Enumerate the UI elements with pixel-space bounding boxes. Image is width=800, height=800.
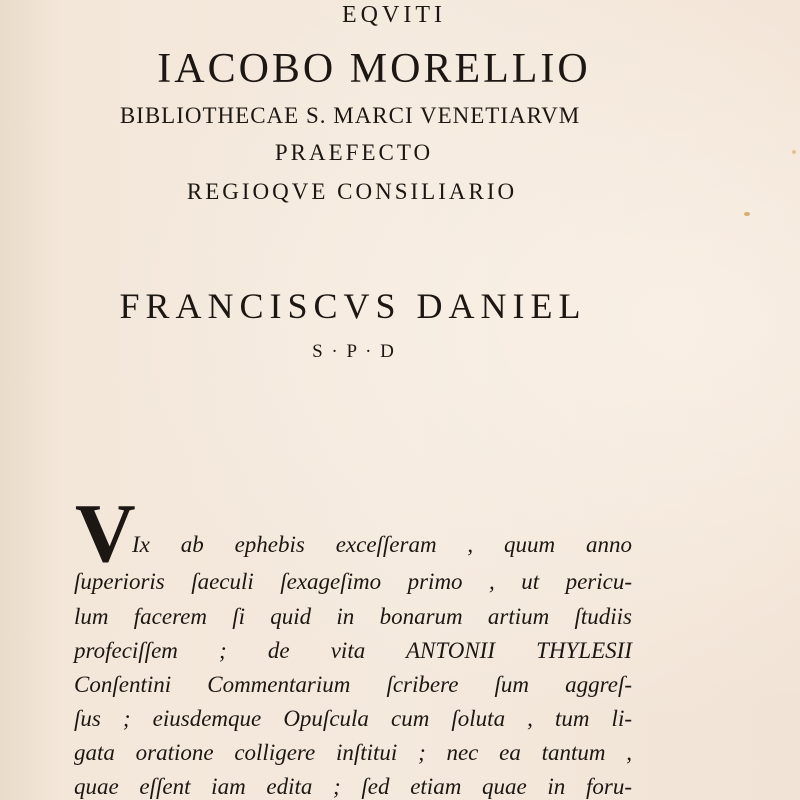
foxing-spot: [744, 212, 750, 216]
dedication-line-title: PRAEFECTO: [274, 140, 434, 165]
body-line: ſus ; eiusdemque Opuſcula cum ſoluta , tum li-: [74, 706, 632, 731]
drop-cap: V: [75, 487, 134, 580]
foxing-spot: [792, 150, 796, 154]
body-line: lum facerem ſi quid in bonarum artium ſtudiis: [74, 604, 632, 629]
dedicatee-name: IACOBO MORELLIO: [157, 46, 591, 92]
body-line: profeciſſem ; de vita ANTONII THYLESII: [74, 638, 632, 663]
body-line: Conſentini Commentarium ſcribere ſum aggreſ-: [74, 672, 632, 697]
dedication-line-councillor: REGIOQVE CONSILIARIO: [186, 179, 518, 204]
body-line: ſuperioris ſaeculi ſexageſimo primo , ut pericu-: [74, 569, 632, 594]
body-line: quae eſſent iam edita ; ſed etiam quae in foru-: [74, 774, 632, 799]
dedication-line-library: BIBLIOTHECAE S. MARCI VENETIARVM: [119, 103, 581, 128]
dedication-line-eqviti: EQVITI: [342, 2, 446, 28]
author-name: FRANCISCVS DANIEL: [119, 286, 587, 326]
salutation: S · P · D: [312, 341, 396, 362]
body-line: gata oratione colligere inſtitui ; nec ea tantum ,: [74, 740, 632, 765]
body-line: Ix ab ephebis exceſſeram , quum anno: [132, 532, 632, 557]
